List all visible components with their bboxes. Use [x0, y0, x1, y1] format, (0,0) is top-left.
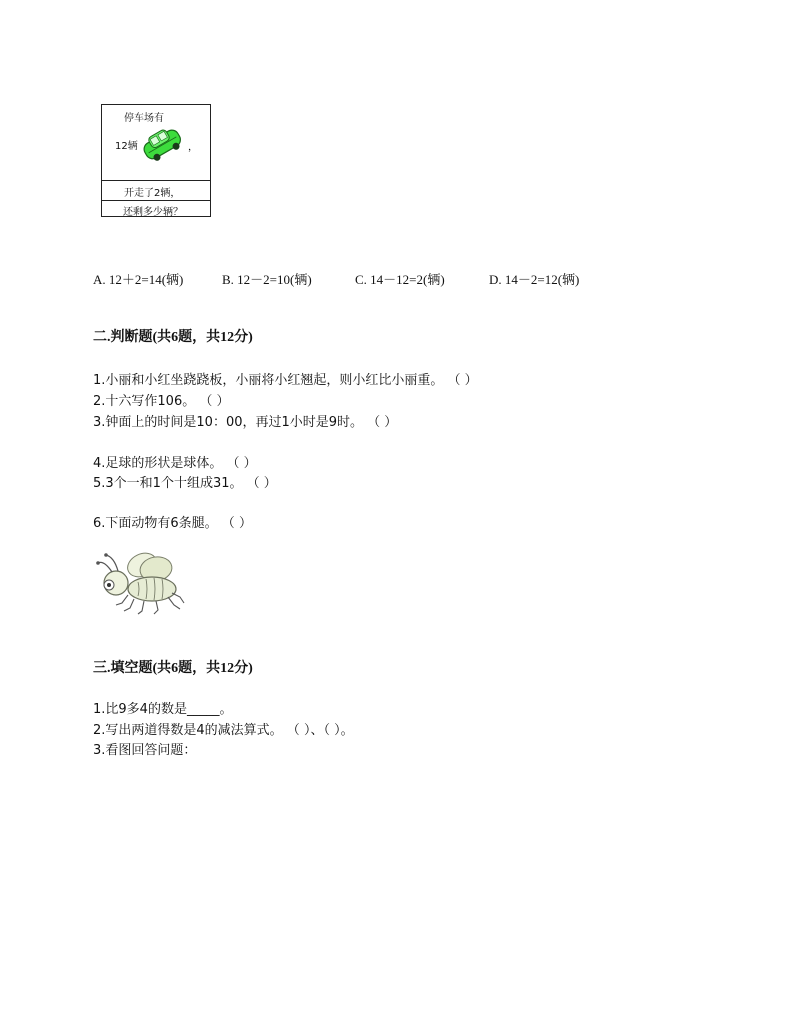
option-a: A. 12＋2=14(辆)	[93, 272, 184, 287]
option-d: D. 14－2=12(辆)	[489, 272, 580, 287]
section-2-title: 二.判断题(共6题，共12分)	[93, 330, 253, 345]
picture-problem-image-cell	[102, 105, 210, 181]
judge-question-1: 1.小丽和小红坐跷跷板，小丽将小红翘起，则小红比小丽重。 （ ）	[93, 373, 478, 388]
picture-problem-line3-cell	[102, 201, 210, 217]
insect-icon	[94, 545, 186, 617]
problem-count: 12辆	[115, 141, 138, 152]
car-icon	[140, 124, 184, 164]
judge-question-3: 3.钟面上的时间是10：00，再过1小时是9时。 （ ）	[93, 415, 398, 430]
problem-text-line3: 还剩多少辆？	[123, 207, 183, 218]
judge-question-6: 6.下面动物有6条腿。 （ ）	[93, 516, 252, 531]
fill-question-3: 3.看图回答问题：	[93, 743, 197, 758]
problem-text-line1: 停车场有	[124, 113, 164, 124]
picture-problem-line2-cell	[102, 180, 210, 201]
section-3-title: 三.填空题(共6题，共12分)	[93, 661, 253, 676]
judge-question-5: 5.3个一和1个十组成31。 （ ）	[93, 476, 277, 491]
option-b: B. 12－2=10(辆)	[222, 272, 312, 287]
fill-question-2: 2.写出两道得数是4的减法算式。 （ ）、（ ）。	[93, 723, 354, 738]
problem-text-line2: 开走了2辆，	[124, 188, 181, 199]
judge-question-2: 2.十六写作106。 （ ）	[93, 394, 230, 409]
fill-question-1: 1.比9多4的数是_____。	[93, 702, 233, 717]
picture-problem-table	[101, 104, 211, 217]
judge-question-4: 4.足球的形状是球体。 （ ）	[93, 456, 257, 471]
option-c: C. 14－12=2(辆)	[355, 272, 445, 287]
problem-comma: ，	[188, 142, 198, 153]
